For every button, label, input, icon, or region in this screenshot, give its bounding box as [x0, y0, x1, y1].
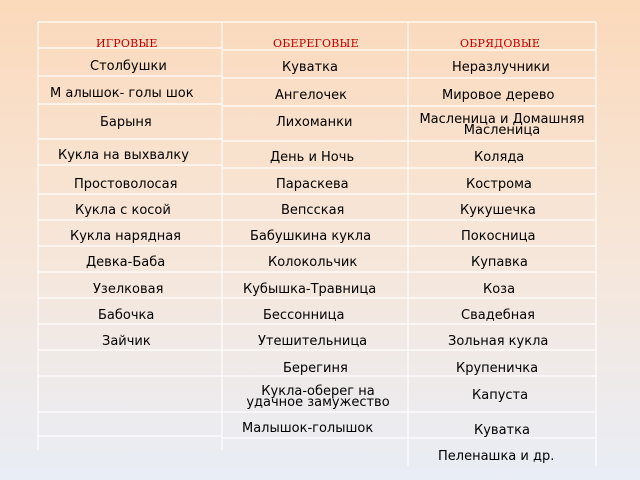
list-item: Кукла с косой	[75, 203, 171, 218]
list-item: Кукла нарядная	[70, 229, 181, 244]
list-item: Кострома	[466, 177, 532, 192]
list-item: Зайчик	[102, 334, 151, 349]
list-item: Свадебная	[461, 308, 535, 323]
list-item: День и Ночь	[270, 150, 355, 165]
list-item: Столбушки	[90, 59, 167, 74]
list-item: Кукла-оберег на удачное замужество	[246, 384, 390, 410]
list-item: Берегиня	[283, 361, 348, 376]
list-item: Узелковая	[93, 282, 164, 297]
list-item: Зольная кукла	[448, 334, 549, 349]
list-item: Коляда	[474, 150, 525, 165]
header-ritual: ОБРЯДОВЫЕ	[460, 37, 541, 50]
list-item: Крупеничка	[456, 361, 539, 376]
list-item: Вепсская	[281, 203, 345, 218]
list-item: Барыня	[100, 115, 152, 130]
header-games: ИГРОВЫЕ	[96, 37, 158, 50]
list-item: Масленица и Домашняя Масленица	[419, 112, 585, 138]
header-protective: ОБЕРЕГОВЫЕ	[273, 37, 359, 50]
list-item: Мировое дерево	[442, 88, 555, 103]
list-item: Капуста	[472, 388, 529, 403]
list-item: Простоволосая	[74, 177, 178, 192]
list-item: Колокольчик	[268, 255, 358, 270]
list-item: Кукушечка	[460, 203, 536, 218]
list-item: Малышок-голышок	[242, 421, 374, 436]
list-item: Коза	[483, 282, 516, 297]
list-item: Бабушкина кукла	[250, 229, 372, 244]
list-item: М алышок- голы шок	[50, 86, 194, 101]
list-item: Куватка	[474, 423, 530, 438]
list-item: Бабочка	[98, 308, 155, 323]
list-item: Ангелочек	[275, 88, 348, 103]
list-item: Куватка	[282, 60, 338, 75]
list-item: Девка-Баба	[86, 255, 166, 270]
list-item: Купавка	[471, 255, 528, 270]
list-item: Утешительница	[258, 334, 368, 349]
list-item: Кукла на выхвалку	[58, 148, 189, 163]
list-item: Лихоманки	[276, 115, 353, 130]
list-item: Покосница	[461, 229, 536, 244]
list-item: Пеленашка и др.	[438, 449, 555, 464]
list-item: Неразлучники	[452, 60, 550, 75]
list-item: Параскева	[276, 177, 349, 192]
list-item: Бессонница	[263, 308, 345, 323]
list-item: Кубышка-Травница	[243, 282, 377, 297]
